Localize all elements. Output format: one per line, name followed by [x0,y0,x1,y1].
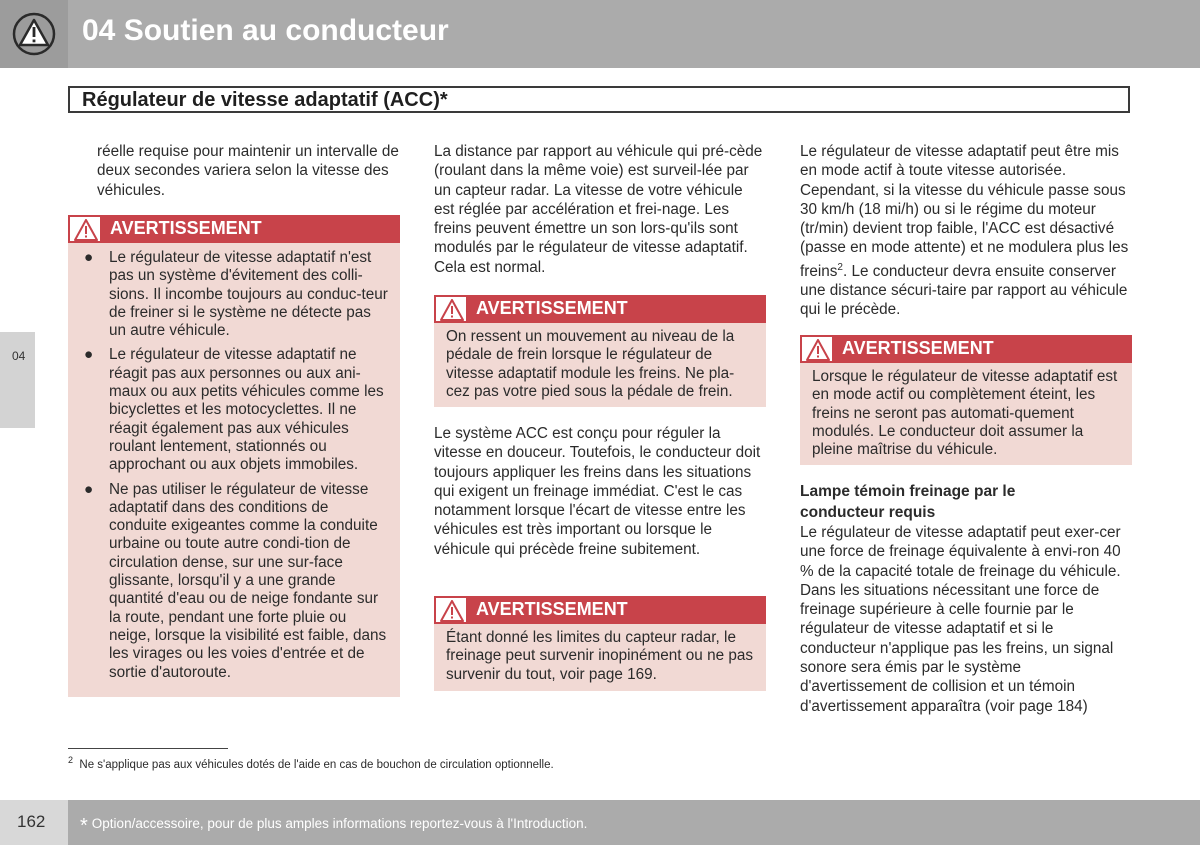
col2-para1-text: La distance par rapport au véhicule qui pré-cède (roulant dans la même voie) est surveil-lée par un capteur radar. La vitesse de votre véhicule est réglée par accélération et frei-nage. Les freins peuvent émettre un son lors-qu'ils sont modulés par le régulateur de vitesse adaptatif. Cela est normal. [434,143,763,276]
footnote-ref: 2 [837,261,843,273]
col2-para2-text: Le système ACC est conçu pour réguler la vitesse en douceur. Toutefois, le conducteur doit toujours appliquer les freins dans les situations qui exigent un freinage immédiat. C'est le cas notamment lorsque l'écart de vitesse entre les véhicules est très important ou lorsque le véhicule qui précède freine subitement. [434,425,761,558]
list-item: ● Ne pas utiliser le régulateur de vitesse adaptatif dans des conditions de conduite exigeantes comme la conduite urbaine ou toute autre condi-tion de circulation dense, sur une sur-face glissante, lorsqu'il y a une grande quantité d'eau ou de neige fondante sur la route, pendant une forte pluie ou neige, lorsque la visibilité est faible, dans les virages ou les voies d'entrée et de sortie d'autoroute. [84,480,387,681]
footnote-rule [68,748,228,749]
warning-header [68,215,400,243]
subsection-heading: Lampe témoin freinage par le conducteur requis [800,483,1016,521]
chapter-icon-cell [0,0,68,68]
column-1-intro [97,142,402,200]
chapter-title: 04 Soutien au conducteur [82,14,449,47]
footer-star: * [80,815,88,837]
warning-triangle-icon [12,12,56,56]
warning-label: AVERTISSEMENT [110,218,262,238]
warning-body [80,249,390,688]
warning-box-col3 [800,335,1132,465]
warning-header [434,295,766,323]
list-item-text: Ne pas utiliser le régulateur de vitesse adaptatif dans des conditions de conduite exigeantes comme la conduite urbaine ou toute autre condi-tion de circulation dense, sur une sur-face glissante, lorsqu'il y a une grande quantité d'eau ou de neige fondante sur la route, pendant une forte pluie ou neige, lorsque la visibilité est faible, dans les virages ou les voies d'entrée et de sortie d'autoroute. [109,480,387,681]
list-item-text: Le régulateur de vitesse adaptatif n'est pas un système d'évitement des colli-sions. Il incombe toujours au conduc-teur de freiner si le système ne détecte pas un autre véhicule. [109,249,388,340]
side-tab-label: 04 [12,349,26,363]
warning-label: AVERTISSEMENT [476,298,628,318]
section-title: Régulateur de vitesse adaptatif (ACC)* [82,89,448,111]
warning-text: Lorsque le régulateur de vitesse adaptatif est en mode actif ou complètement éteint, les freins ne seront pas automati-quement modulés. Le conducteur doit assumer la pleine maîtrise du véhicule. [812,368,1118,459]
col3-para1-b: . Le conducteur devra ensuite conserver une distance sécuri-taire par rapport au véhicule qui le précède. [800,262,1128,319]
column-3-subsection [800,482,1130,716]
column-2-para2 [434,424,766,559]
warning-triangle-icon [434,295,468,323]
warning-box-col2-2 [434,596,766,691]
warning-body [446,328,756,401]
warning-header [800,335,1132,363]
footnote [68,755,554,771]
col3-para2-text: Le régulateur de vitesse adaptatif peut exer-cer une force de freinage équivalente à envi-ron 40 % de la capacité totale de freinage du véhicule. Dans les situations nécessitant une force de freinage supérieure à celle fournie par le régulateur de vitesse adaptatif et si le conducteur n'applique pas les freins, un signal sonore sera émis par le système d'avertissement de collision et un témoin d'avertissement apparaîtra (voir page 184) [800,524,1121,715]
warning-text: On ressent un mouvement au niveau de la pédale de frein lorsque le régulateur de vitesse adaptatif module les freins. Ne pla-cez pas votre pied sous la pédale de frein. [446,328,735,400]
list-item-text: Le régulateur de vitesse adaptatif ne réagit pas aux personnes ou aux ani-maux ou aux petits véhicules comme les bicyclettes et les motocyclettes. Il ne réagit également pas aux véhicules roulant lentement, stationnés ou approchant ou aux objets immobiles. [109,346,384,474]
warning-triangle-icon [68,215,102,243]
warning-text: Étant donné les limites du capteur radar, le freinage peut survenir inopinément ou ne pas survenir du tout, voir page 169. [446,629,753,683]
column-2-para1 [434,142,766,277]
warning-label: AVERTISSEMENT [842,338,994,358]
warning-box-col2-1 [434,295,766,407]
page-number: 162 [17,812,46,831]
list-item: ● Le régulateur de vitesse adaptatif n'est pas un système d'évitement des colli-sions. Il incombe toujours au conduc-teur de freiner si le système ne détecte pas un autre véhicule. [84,249,388,340]
warning-box-col1 [68,215,400,697]
footnote-text: Ne s'applique pas aux véhicules dotés de l'aide en cas de bouchon de circulation optionnelle. [79,758,554,771]
footnote-number: 2 [68,755,74,765]
footer-note [80,815,587,838]
list-item: ● Le régulateur de vitesse adaptatif ne réagit pas aux personnes ou aux ani-maux ou aux petits véhicules comme les bicyclettes et les motocyclettes. Il ne réagit également pas aux véhicules roulant lentement, stationnés ou approchant ou aux objets immobiles. [84,346,384,474]
footer-text: Option/accessoire, pour de plus amples informations reportez-vous à l'Introduction. [91,816,588,831]
col1-intro-text: réelle requise pour maintenir un intervalle de deux secondes variera selon la vitesse des véhicules. [97,143,399,199]
col3-para1-text [800,142,1130,320]
col3-para1-a: Le régulateur de vitesse adaptatif peut être mis en mode actif à toute vitesse autorisée. Cependant, si la vitesse du véhicule passe sous 30 km/h (18 mi/h) ou si le régime du moteur (tr/min) devient trop faible, l'ACC est désactivé (passe en mode attente) et ne modulera plus les freins [800,143,1129,280]
warning-header [434,596,766,624]
warning-label: AVERTISSEMENT [476,599,628,619]
warning-body [446,629,756,684]
warning-triangle-icon [434,596,468,624]
warning-triangle-icon [800,335,834,363]
warning-body [812,368,1122,459]
chapter-side-tab [0,332,35,428]
section-title-box [68,86,1130,113]
column-3-para1 [800,142,1130,320]
